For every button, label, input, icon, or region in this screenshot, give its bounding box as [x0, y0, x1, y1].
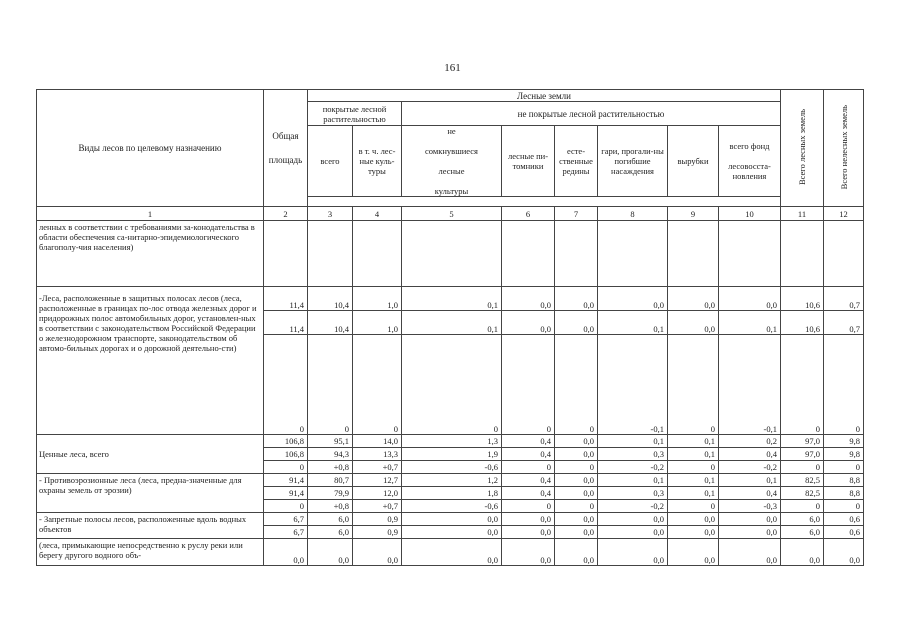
cell: 0,1	[719, 474, 781, 487]
cell: 106,8	[264, 435, 308, 448]
cell: 80,7	[308, 474, 353, 487]
cell: 0,1	[719, 311, 781, 335]
row-label	[37, 435, 264, 474]
cell: 0,0	[781, 539, 824, 566]
cell: 0,1	[402, 287, 502, 311]
cell: 1,9	[402, 448, 502, 461]
table-row	[37, 539, 864, 566]
col-number: 11	[781, 207, 824, 221]
cell: 0,1	[598, 474, 668, 487]
cell: 0,0	[502, 539, 555, 566]
cell: 0,0	[824, 539, 864, 566]
cell: 0	[353, 335, 402, 435]
cell: +0,7	[353, 500, 402, 513]
col-number: 5	[402, 207, 502, 221]
cell: 0,0	[502, 526, 555, 539]
cell: 6,0	[781, 526, 824, 539]
cell: 0	[402, 335, 502, 435]
cell: 0,0	[264, 539, 308, 566]
cell: 0,0	[719, 526, 781, 539]
cell: -0,6	[402, 500, 502, 513]
cell: +0,8	[308, 500, 353, 513]
header-regen-total	[719, 126, 781, 197]
cell: 0,0	[668, 287, 719, 311]
cell: -0,2	[719, 461, 781, 474]
cell: -0,3	[719, 500, 781, 513]
cell: 1,3	[402, 435, 502, 448]
cell: 0,1	[668, 474, 719, 487]
cell: 91,4	[264, 474, 308, 487]
row-label: (леса, примыкающие непосредственно к руслу реки или берегу другого водного объ-	[37, 539, 264, 566]
cell: 0,1	[668, 487, 719, 500]
cell: -0,1	[598, 335, 668, 435]
cell: 0,9	[353, 526, 402, 539]
header-total-area	[264, 90, 308, 207]
cell: 0,0	[555, 311, 598, 335]
cell: 8,8	[824, 487, 864, 500]
cell: 11,4	[264, 311, 308, 335]
table-row	[37, 287, 864, 311]
cell: 0,3	[598, 448, 668, 461]
cell: 0	[264, 461, 308, 474]
cell: 0,0	[598, 513, 668, 526]
cell: -0,2	[598, 461, 668, 474]
cell: 6,0	[781, 513, 824, 526]
header-burnt: гари, прогали-ны погибшие насаждения	[598, 126, 668, 197]
cell: 0	[308, 335, 353, 435]
header-total-area-l1: Общая	[272, 131, 299, 141]
header-total-nonforest-text: Всего нелесных земель	[838, 104, 849, 190]
cell: 0,0	[402, 513, 502, 526]
cell: 0,0	[598, 539, 668, 566]
cell: 0,0	[555, 448, 598, 461]
header-forest-lands: Лесные земли	[308, 90, 781, 102]
cell: -0,1	[719, 335, 781, 435]
cell: 12,0	[353, 487, 402, 500]
cell: 12,7	[353, 474, 402, 487]
header-total-area-l2: площадь	[268, 155, 303, 165]
cell: 95,1	[308, 435, 353, 448]
header-not-covered: не покрытые лесной растительностью	[402, 102, 781, 126]
cell: 0	[264, 500, 308, 513]
header-regen-total-l2: лесовосста-новления	[728, 161, 771, 181]
cell: 0	[668, 461, 719, 474]
cell: 94,3	[308, 448, 353, 461]
cell: 10,6	[781, 287, 824, 311]
page-number: 161	[444, 62, 461, 74]
cell: 0	[502, 461, 555, 474]
cell: 82,5	[781, 474, 824, 487]
cell: 0	[824, 335, 864, 435]
cell: 0,1	[402, 311, 502, 335]
row-label-text: Ценные леса, всего	[39, 449, 109, 459]
col-number: 3	[308, 207, 353, 221]
cell: 0	[264, 335, 308, 435]
cell: 0,1	[598, 311, 668, 335]
cell: 6,0	[308, 513, 353, 526]
cell: 0,0	[502, 513, 555, 526]
header-total-forest-text: Всего лесных земель	[797, 108, 807, 185]
cell: 0,0	[668, 526, 719, 539]
cell: 13,3	[353, 448, 402, 461]
cell: 0,0	[598, 526, 668, 539]
cell: 0,0	[668, 513, 719, 526]
col-number: 12	[824, 207, 864, 221]
cell: 6,0	[308, 526, 353, 539]
cell: 0,0	[668, 311, 719, 335]
cell: 0,0	[555, 487, 598, 500]
cell: 1,8	[402, 487, 502, 500]
cell: 0,7	[824, 311, 864, 335]
cell: 0,0	[719, 539, 781, 566]
table-row	[37, 435, 864, 448]
cell: 97,0	[781, 448, 824, 461]
cell: 0,0	[555, 513, 598, 526]
cell: 0	[668, 500, 719, 513]
header-clearings: вырубки	[668, 126, 719, 197]
cell: 0,1	[668, 435, 719, 448]
cell: 91,4	[264, 487, 308, 500]
cell: 0,2	[719, 435, 781, 448]
cell: 0	[824, 461, 864, 474]
header-natural-sparse: есте-ственные редины	[555, 126, 598, 197]
cell: 0,0	[555, 287, 598, 311]
cell: 0	[555, 500, 598, 513]
cell: 0,0	[555, 526, 598, 539]
cell: 0,0	[668, 539, 719, 566]
cell: -0,2	[598, 500, 668, 513]
header-covered-cultures: в т. ч. лес-ные куль-туры	[353, 126, 402, 197]
cell: 1,0	[353, 287, 402, 311]
col-number: 6	[502, 207, 555, 221]
table-row	[37, 221, 864, 287]
cell: 0,4	[502, 474, 555, 487]
row-label: ленных в соответствии с требованиями за-конодательства в области обеспечения са-нитарно-эпидемиологического благополу-чия населения)	[37, 221, 264, 287]
cell: 0,4	[502, 487, 555, 500]
cell: 0,4	[719, 448, 781, 461]
cell: +0,8	[308, 461, 353, 474]
cell: 0,9	[353, 513, 402, 526]
cell: 0,6	[824, 513, 864, 526]
cell: 9,8	[824, 435, 864, 448]
header-not-closed-l1: не	[447, 126, 456, 136]
cell: 10,4	[308, 287, 353, 311]
header-not-closed-l2: сомкнувшиеся	[425, 146, 478, 156]
col-number: 1	[37, 207, 264, 221]
header-not-closed-l3: лесные	[438, 166, 465, 176]
cell: 0,0	[719, 287, 781, 311]
col-number: 8	[598, 207, 668, 221]
header-regen-total-l1: всего фонд	[729, 141, 770, 151]
header-kinds: Виды лесов по целевому назначению	[37, 90, 264, 207]
cell: 0,1	[668, 448, 719, 461]
cell: 0	[781, 335, 824, 435]
cell: 0,4	[502, 448, 555, 461]
header-total-nonforest	[824, 90, 864, 207]
cell: 106,8	[264, 448, 308, 461]
col-number: 4	[353, 207, 402, 221]
header-not-closed-l4: культуры	[434, 186, 469, 196]
cell: 0,0	[555, 474, 598, 487]
cell: 0,0	[598, 287, 668, 311]
cell: 0,0	[402, 539, 502, 566]
cell: 0	[781, 500, 824, 513]
cell: 0	[555, 461, 598, 474]
cell: 0,0	[719, 513, 781, 526]
table-row	[37, 513, 864, 526]
cell: 1,0	[353, 311, 402, 335]
cell: 0	[781, 461, 824, 474]
cell: 0,7	[824, 287, 864, 311]
cell: 0,0	[308, 539, 353, 566]
cell: 6,7	[264, 513, 308, 526]
header-nurseries: лесные пи-томники	[502, 126, 555, 197]
col-number: 10	[719, 207, 781, 221]
cell: 10,6	[781, 311, 824, 335]
cell: 0	[824, 500, 864, 513]
forest-lands-table	[36, 89, 864, 566]
cell: 11,4	[264, 287, 308, 311]
cell: 10,4	[308, 311, 353, 335]
cell: 0,4	[719, 487, 781, 500]
table-row	[37, 474, 864, 487]
cell: 0,1	[598, 435, 668, 448]
header-not-closed	[402, 126, 502, 197]
cell: 0,0	[555, 435, 598, 448]
col-number: 9	[668, 207, 719, 221]
row-label: - Запретные полосы лесов, расположенные вдоль водных объектов	[37, 513, 264, 539]
cell: 9,8	[824, 448, 864, 461]
cell: 0,6	[824, 526, 864, 539]
header-covered: покрытые лесной растительностью	[308, 102, 402, 126]
cell: 0	[502, 500, 555, 513]
header-total-forest	[781, 90, 824, 207]
cell: 79,9	[308, 487, 353, 500]
row-label: -Леса, расположенные в защитных полосах лесов (леса, расположенные в границах по-лос отвода железных дорог и придорожных полос автомобильных дорог, установлен-ных в соответствии с законодательством Российской Федерации о железнодорожном транспорте, законодательством об автомо-бильных дорогах и о дорожной деятельно-сти)	[37, 287, 264, 435]
cell: +0,7	[353, 461, 402, 474]
cell: 82,5	[781, 487, 824, 500]
cell: 0	[555, 335, 598, 435]
cell: 0	[502, 335, 555, 435]
cell: 8,8	[824, 474, 864, 487]
col-number: 2	[264, 207, 308, 221]
cell: -0,6	[402, 461, 502, 474]
cell: 0,0	[353, 539, 402, 566]
cell: 0	[668, 335, 719, 435]
cell: 0,0	[502, 287, 555, 311]
cell: 14,0	[353, 435, 402, 448]
cell: 97,0	[781, 435, 824, 448]
cell: 6,7	[264, 526, 308, 539]
cell: 1,2	[402, 474, 502, 487]
cell: 0,4	[502, 435, 555, 448]
cell: 0,0	[555, 539, 598, 566]
col-number: 7	[555, 207, 598, 221]
header-covered-total: всего	[308, 126, 353, 197]
cell: 0,0	[402, 526, 502, 539]
cell: 0,3	[598, 487, 668, 500]
row-label: - Противоэрозионные леса (леса, предна-значенные для охраны земель от эрозии)	[37, 474, 264, 513]
cell: 0,0	[502, 311, 555, 335]
